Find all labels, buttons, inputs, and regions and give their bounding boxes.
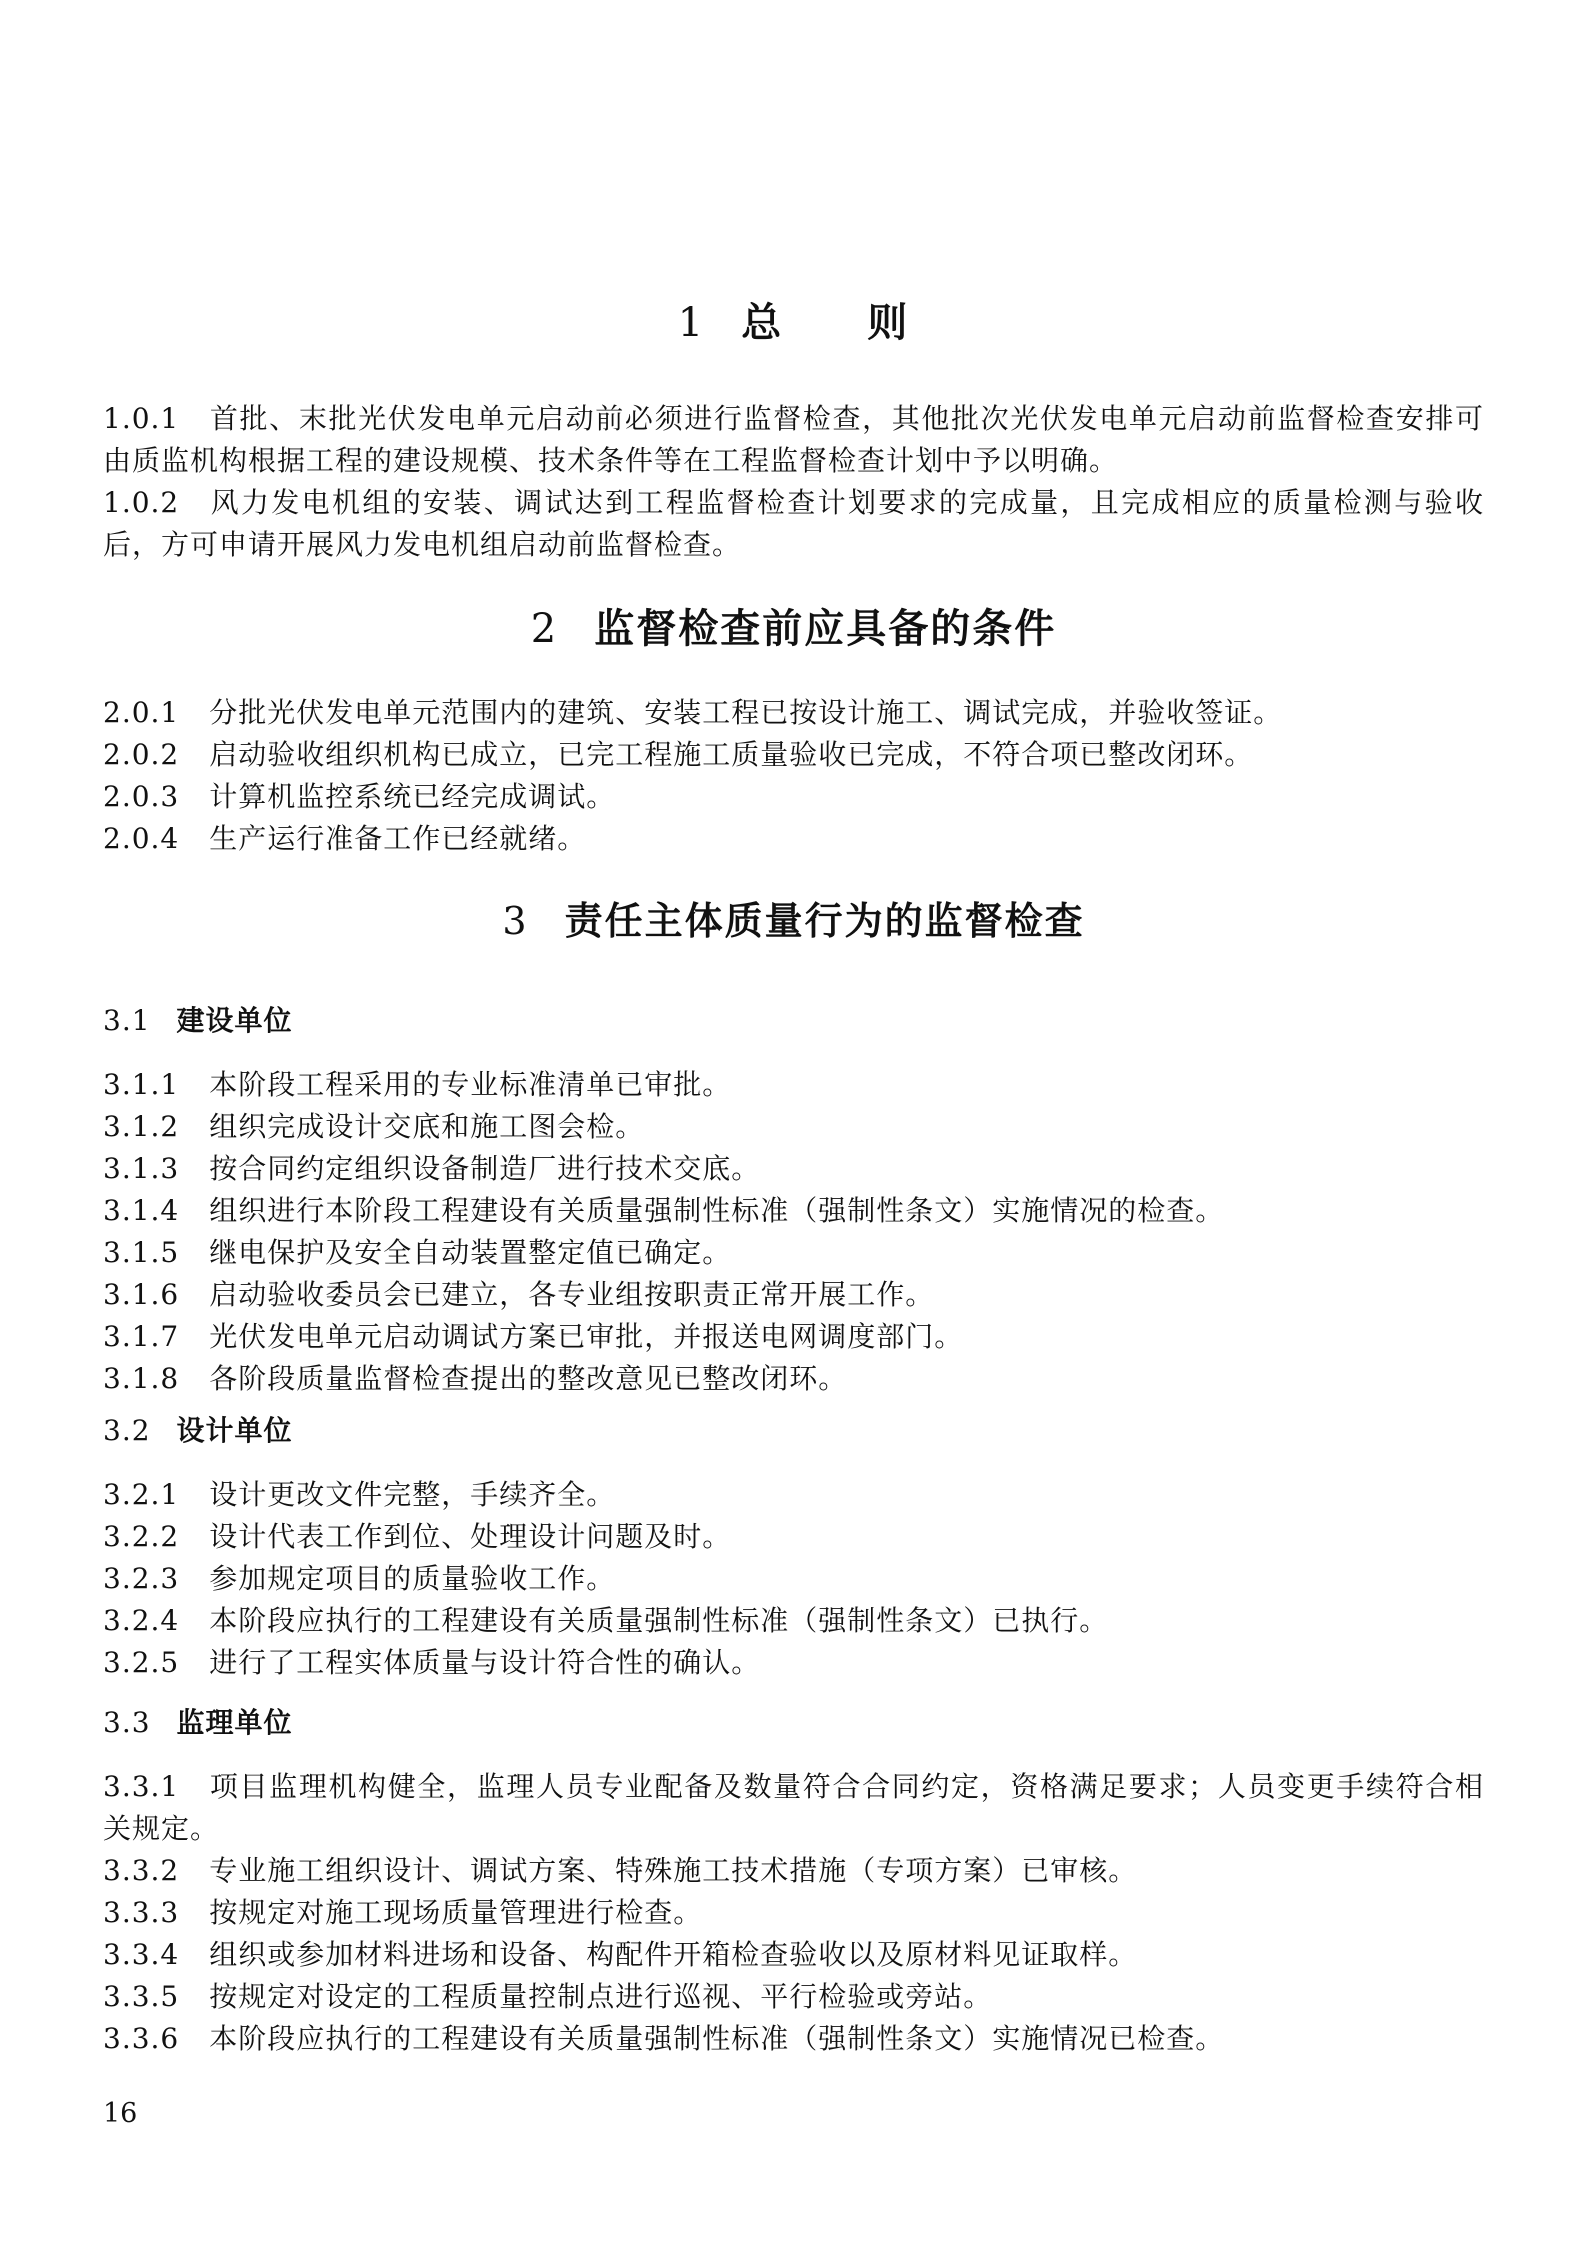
clause-1-0-1 bbox=[103, 398, 1484, 482]
clause-number: 3.1.2 bbox=[103, 1110, 180, 1143]
clause-number: 3.2.2 bbox=[103, 1520, 180, 1553]
page-number: 16 bbox=[103, 2098, 138, 2129]
clause-number: 3.2.5 bbox=[103, 1646, 180, 1679]
section-heading-3-3 bbox=[103, 1702, 1484, 1744]
clause-text: 按合同约定组织设备制造厂进行技术交底。 bbox=[209, 1152, 761, 1185]
clause-number: 3.3.1 bbox=[103, 1770, 180, 1803]
section-heading-3-2 bbox=[103, 1410, 1484, 1452]
clause-text: 项目监理机构健全，监理人员专业配备及数量符合合同约定，资格满足要求；人员变更手续符合相关规定。 bbox=[103, 1770, 1484, 1845]
clause-2-0-1 bbox=[103, 692, 1484, 734]
clause-text: 组织或参加材料进场和设备、构配件开箱检查验收以及原材料见证取样。 bbox=[209, 1938, 1138, 1971]
clause-3-2-1 bbox=[103, 1474, 1484, 1516]
clause-number: 3.2.1 bbox=[103, 1478, 180, 1511]
clause-text: 参加规定项目的质量验收工作。 bbox=[209, 1562, 616, 1595]
clause-number: 3.3.4 bbox=[103, 1938, 180, 1971]
clause-text: 设计更改文件完整，手续齐全。 bbox=[209, 1478, 616, 1511]
clause-text: 组织完成设计交底和施工图会检。 bbox=[209, 1110, 645, 1143]
clause-3-1-5 bbox=[103, 1232, 1484, 1274]
clause-number: 1.0.1 bbox=[103, 402, 180, 435]
clause-3-1-1 bbox=[103, 1064, 1484, 1106]
clause-3-2-5 bbox=[103, 1642, 1484, 1684]
clause-number: 3.1.1 bbox=[103, 1068, 180, 1101]
chapter-heading-3 bbox=[103, 894, 1484, 948]
clause-2-0-3 bbox=[103, 776, 1484, 818]
chapter-1-number: 1 bbox=[677, 300, 704, 346]
clause-number: 3.1.5 bbox=[103, 1236, 180, 1269]
section-3-2-number: 3.2 bbox=[103, 1414, 151, 1447]
clause-3-3-5 bbox=[103, 1976, 1484, 2018]
clause-3-3-2 bbox=[103, 1850, 1484, 1892]
clause-number: 1.0.2 bbox=[103, 486, 180, 519]
chapter-2-number: 2 bbox=[530, 606, 557, 652]
chapter-heading-2 bbox=[103, 602, 1484, 656]
clause-number: 3.1.3 bbox=[103, 1152, 180, 1185]
clause-3-3-3 bbox=[103, 1892, 1484, 1934]
section-3-1-number: 3.1 bbox=[103, 1004, 151, 1037]
clause-text: 光伏发电单元启动调试方案已审批，并报送电网调度部门。 bbox=[209, 1320, 964, 1353]
clause-text: 启动验收委员会已建立，各专业组按职责正常开展工作。 bbox=[209, 1278, 935, 1311]
clause-number: 3.2.3 bbox=[103, 1562, 180, 1595]
clause-3-3-6 bbox=[103, 2018, 1484, 2060]
section-heading-3-1 bbox=[103, 1000, 1484, 1042]
section-3-3-number: 3.3 bbox=[103, 1706, 151, 1739]
clause-3-1-4 bbox=[103, 1190, 1484, 1232]
clause-text: 组织进行本阶段工程建设有关质量强制性标准（强制性条文）实施情况的检查。 bbox=[209, 1194, 1225, 1227]
clause-number: 2.0.2 bbox=[103, 738, 180, 771]
clause-3-1-6 bbox=[103, 1274, 1484, 1316]
clause-text: 首批、末批光伏发电单元启动前必须进行监督检查，其他批次光伏发电单元启动前监督检查安排可由质监机构根据工程的建设规模、技术条件等在工程监督检查计划中予以明确。 bbox=[103, 402, 1484, 477]
clause-3-1-2 bbox=[103, 1106, 1484, 1148]
clause-3-1-8 bbox=[103, 1358, 1484, 1400]
clause-text: 分批光伏发电单元范围内的建筑、安装工程已按设计施工、调试完成，并验收签证。 bbox=[209, 696, 1283, 729]
clause-3-3-1 bbox=[103, 1766, 1484, 1850]
chapter-heading-1 bbox=[103, 296, 1484, 350]
section-3-3-title: 监理单位 bbox=[176, 1706, 293, 1739]
clause-number: 3.3.5 bbox=[103, 1980, 180, 2013]
clause-text: 本阶段应执行的工程建设有关质量强制性标准（强制性条文）已执行。 bbox=[209, 1604, 1109, 1637]
clause-text: 按规定对设定的工程质量控制点进行巡视、平行检验或旁站。 bbox=[209, 1980, 993, 2013]
clause-text: 生产运行准备工作已经就绪。 bbox=[209, 822, 587, 855]
clause-3-2-2 bbox=[103, 1516, 1484, 1558]
clause-1-0-2 bbox=[103, 482, 1484, 566]
clause-2-0-2 bbox=[103, 734, 1484, 776]
clause-number: 2.0.1 bbox=[103, 696, 180, 729]
clause-number: 3.2.4 bbox=[103, 1604, 180, 1637]
clause-text: 本阶段工程采用的专业标准清单已审批。 bbox=[209, 1068, 732, 1101]
clause-text: 按规定对施工现场质量管理进行检查。 bbox=[209, 1896, 703, 1929]
clause-text: 专业施工组织设计、调试方案、特殊施工技术措施（专项方案）已审核。 bbox=[209, 1854, 1138, 1887]
clause-text: 风力发电机组的安装、调试达到工程监督检查计划要求的完成量，且完成相应的质量检测与验收后，方可申请开展风力发电机组启动前监督检查。 bbox=[103, 486, 1484, 561]
clause-3-2-3 bbox=[103, 1558, 1484, 1600]
section-3-2-title: 设计单位 bbox=[176, 1414, 293, 1447]
chapter-2-title: 监督检查前应具备的条件 bbox=[594, 606, 1057, 652]
clause-text: 启动验收组织机构已成立，已完工程施工质量验收已完成，不符合项已整改闭环。 bbox=[209, 738, 1254, 771]
clause-number: 3.3.3 bbox=[103, 1896, 180, 1929]
clause-3-1-7 bbox=[103, 1316, 1484, 1358]
clause-number: 3.3.2 bbox=[103, 1854, 180, 1887]
clause-number: 2.0.3 bbox=[103, 780, 180, 813]
clause-number: 2.0.4 bbox=[103, 822, 180, 855]
clause-number: 3.1.4 bbox=[103, 1194, 180, 1227]
clause-text: 设计代表工作到位、处理设计问题及时。 bbox=[209, 1520, 732, 1553]
section-3-1-title: 建设单位 bbox=[176, 1004, 293, 1037]
clause-number: 3.1.6 bbox=[103, 1278, 180, 1311]
clause-3-3-4 bbox=[103, 1934, 1484, 1976]
clause-3-1-3 bbox=[103, 1148, 1484, 1190]
clause-text: 计算机监控系统已经完成调试。 bbox=[209, 780, 616, 813]
clause-number: 3.3.6 bbox=[103, 2022, 180, 2055]
clause-3-2-4 bbox=[103, 1600, 1484, 1642]
clause-2-0-4 bbox=[103, 818, 1484, 860]
clause-number: 3.1.7 bbox=[103, 1320, 180, 1353]
chapter-3-number: 3 bbox=[502, 899, 527, 943]
clause-number: 3.1.8 bbox=[103, 1362, 180, 1395]
clause-text: 进行了工程实体质量与设计符合性的确认。 bbox=[209, 1646, 761, 1679]
chapter-3-title: 责任主体质量行为的监督检查 bbox=[564, 899, 1085, 943]
chapter-1-title: 总 则 bbox=[741, 300, 910, 346]
clause-text: 继电保护及安全自动装置整定值已确定。 bbox=[209, 1236, 732, 1269]
clause-text: 各阶段质量监督检查提出的整改意见已整改闭环。 bbox=[209, 1362, 848, 1395]
clause-text: 本阶段应执行的工程建设有关质量强制性标准（强制性条文）实施情况已检查。 bbox=[209, 2022, 1225, 2055]
